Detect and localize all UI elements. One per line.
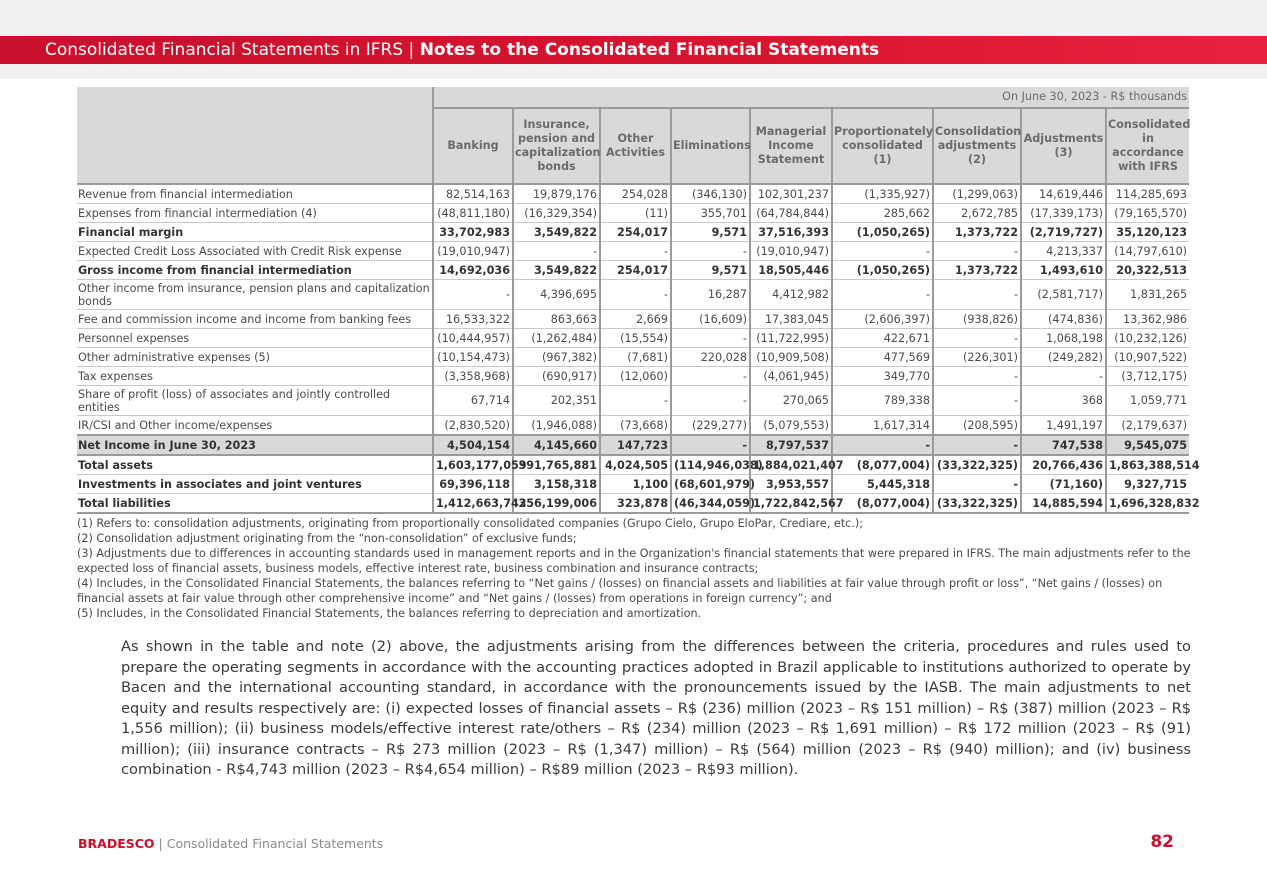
value-cell: (4,061,945): [750, 367, 832, 386]
value-cell: (19,010,947): [433, 242, 513, 261]
column-header: Consolidated in accordance with IFRS: [1106, 108, 1189, 184]
value-cell: (46,344,059): [671, 494, 750, 514]
value-cell: (33,322,325): [933, 455, 1021, 475]
value-cell: 4,145,660: [513, 435, 600, 455]
value-cell: (229,277): [671, 416, 750, 436]
value-cell: 82,514,163: [433, 184, 513, 204]
value-cell: 3,953,557: [750, 475, 832, 494]
table-row: [77, 386, 1189, 416]
row-label: Other income from insurance, pension plans and capitalization bonds: [77, 280, 433, 310]
value-cell: (967,382): [513, 348, 600, 367]
value-cell: 1,100: [600, 475, 671, 494]
value-cell: (249,282): [1021, 348, 1106, 367]
value-cell: 35,120,123: [1106, 223, 1189, 242]
value-cell: 4,213,337: [1021, 242, 1106, 261]
column-header: Proportionately consolidated (1): [832, 108, 933, 184]
value-cell: 4,504,154: [433, 435, 513, 455]
value-cell: (64,784,844): [750, 204, 832, 223]
value-cell: 5,445,318: [832, 475, 933, 494]
value-cell: 20,766,436: [1021, 455, 1106, 475]
value-cell: 20,322,513: [1106, 261, 1189, 280]
value-cell: -: [513, 242, 600, 261]
footer-text: Consolidated Financial Statements: [166, 836, 384, 851]
value-cell: -: [1021, 367, 1106, 386]
value-cell: (938,826): [933, 310, 1021, 329]
value-cell: 14,885,594: [1021, 494, 1106, 514]
value-cell: (114,946,038): [671, 455, 750, 475]
value-cell: -: [671, 242, 750, 261]
value-cell: 1,831,265: [1106, 280, 1189, 310]
value-cell: (1,946,088): [513, 416, 600, 436]
row-label: Revenue from financial intermediation: [77, 184, 433, 204]
value-cell: (14,797,610): [1106, 242, 1189, 261]
segment-table-container: [77, 87, 1200, 514]
value-cell: 1,722,842,567: [750, 494, 832, 514]
value-cell: 16,533,322: [433, 310, 513, 329]
value-cell: (73,668): [600, 416, 671, 436]
value-cell: (10,444,957): [433, 329, 513, 348]
value-cell: (5,079,553): [750, 416, 832, 436]
value-cell: 14,619,446: [1021, 184, 1106, 204]
value-cell: 1,863,388,514: [1106, 455, 1189, 475]
value-cell: 4,396,695: [513, 280, 600, 310]
value-cell: 13,362,986: [1106, 310, 1189, 329]
value-cell: -: [671, 329, 750, 348]
value-cell: -: [933, 367, 1021, 386]
value-cell: 1,696,328,832: [1106, 494, 1189, 514]
value-cell: 9,327,715: [1106, 475, 1189, 494]
value-cell: (15,554): [600, 329, 671, 348]
value-cell: 254,017: [600, 223, 671, 242]
value-cell: (208,595): [933, 416, 1021, 436]
sub-band: [0, 64, 1267, 79]
value-cell: 747,538: [1021, 435, 1106, 455]
value-cell: 220,028: [671, 348, 750, 367]
value-cell: (2,719,727): [1021, 223, 1106, 242]
value-cell: 349,770: [832, 367, 933, 386]
value-cell: (690,917): [513, 367, 600, 386]
table-row: [77, 310, 1189, 329]
value-cell: -: [832, 435, 933, 455]
value-cell: 391,765,881: [513, 455, 600, 475]
value-cell: -: [600, 242, 671, 261]
value-cell: (10,154,473): [433, 348, 513, 367]
page-header: [0, 36, 1267, 64]
table-row: [77, 416, 1189, 436]
value-cell: -: [671, 367, 750, 386]
value-cell: 422,671: [832, 329, 933, 348]
value-cell: 863,663: [513, 310, 600, 329]
page-number: 82: [1150, 832, 1174, 852]
value-cell: -: [832, 242, 933, 261]
value-cell: 69,396,118: [433, 475, 513, 494]
value-cell: 254,028: [600, 184, 671, 204]
value-cell: (1,050,265): [832, 223, 933, 242]
row-label: Investments in associates and joint ventures: [77, 475, 433, 494]
value-cell: -: [933, 329, 1021, 348]
table-row: [77, 475, 1189, 494]
value-cell: 285,662: [832, 204, 933, 223]
value-cell: 16,287: [671, 280, 750, 310]
value-cell: (3,358,968): [433, 367, 513, 386]
footnote: (4) Includes, in the Consolidated Financial Statements, the balances referring to “Net gains / (losses) on financial assets and liabilities at fair value through profit or loss”, “Net gains / (losses) on financial assets at fair value through other comprehensive income” and “Net gains / (losses) from operations in foreign currency”; and: [77, 577, 1163, 605]
value-cell: -: [933, 242, 1021, 261]
table-row: [77, 435, 1189, 455]
value-cell: 147,723: [600, 435, 671, 455]
table-row: [77, 204, 1189, 223]
value-cell: (10,909,508): [750, 348, 832, 367]
value-cell: 368: [1021, 386, 1106, 416]
value-cell: (1,299,063): [933, 184, 1021, 204]
value-cell: 1,617,314: [832, 416, 933, 436]
row-label: Financial margin: [77, 223, 433, 242]
table-row: [77, 494, 1189, 514]
value-cell: -: [933, 386, 1021, 416]
value-cell: -: [933, 280, 1021, 310]
value-cell: (10,907,522): [1106, 348, 1189, 367]
value-cell: 14,692,036: [433, 261, 513, 280]
row-label: Personnel expenses: [77, 329, 433, 348]
value-cell: 2,672,785: [933, 204, 1021, 223]
value-cell: 1,884,021,407: [750, 455, 832, 475]
value-cell: 3,158,318: [513, 475, 600, 494]
value-cell: (7,681): [600, 348, 671, 367]
value-cell: 9,545,075: [1106, 435, 1189, 455]
value-cell: (1,050,265): [832, 261, 933, 280]
value-cell: (71,160): [1021, 475, 1106, 494]
value-cell: (48,811,180): [433, 204, 513, 223]
column-header: Banking: [433, 108, 513, 184]
footnotes: [77, 516, 1191, 621]
value-cell: (68,601,979): [671, 475, 750, 494]
row-label: Fee and commission income and income from banking fees: [77, 310, 433, 329]
header-blank-cell: [77, 87, 433, 184]
value-cell: 17,383,045: [750, 310, 832, 329]
value-cell: (79,165,570): [1106, 204, 1189, 223]
value-cell: 254,017: [600, 261, 671, 280]
row-label: Tax expenses: [77, 367, 433, 386]
table-row: [77, 367, 1189, 386]
value-cell: -: [933, 475, 1021, 494]
value-cell: (2,830,520): [433, 416, 513, 436]
footnote: (5) Includes, in the Consolidated Financial Statements, the balances referring to depreciation and amortization.: [77, 607, 702, 620]
column-header: Other Activities: [600, 108, 671, 184]
footnote: (3) Adjustments due to differences in accounting standards used in management reports and in the Organization's financial statements that were prepared in IFRS. The main adjustments refer to the expected loss of financial assets, business models, effective interest rate, business combination and insurance contracts;: [77, 547, 1191, 575]
segment-table: [77, 87, 1200, 514]
row-label: Net Income in June 30, 2023: [77, 435, 433, 455]
row-label: Total assets: [77, 455, 433, 475]
column-header: Adjustments (3): [1021, 108, 1106, 184]
value-cell: 1,373,722: [933, 223, 1021, 242]
value-cell: -: [600, 280, 671, 310]
table-row: [77, 329, 1189, 348]
value-cell: 4,412,982: [750, 280, 832, 310]
header-section: Consolidated Financial Statements in IFRS: [45, 40, 404, 60]
value-cell: (33,322,325): [933, 494, 1021, 514]
page-footer: [78, 836, 383, 851]
value-cell: 1,491,197: [1021, 416, 1106, 436]
value-cell: 3,549,822: [513, 261, 600, 280]
table-row: [77, 455, 1189, 475]
value-cell: -: [671, 386, 750, 416]
footnote: (1) Refers to: consolidation adjustments, originating from proportionally consolidated companies (Grupo Cielo, Grupo EloPar, Crediare, etc.);: [77, 517, 864, 530]
top-band: [0, 0, 1267, 36]
value-cell: 1,373,722: [933, 261, 1021, 280]
row-label: IR/CSI and Other income/expenses: [77, 416, 433, 436]
unit-label: On June 30, 2023 - R$ thousands: [433, 87, 1189, 108]
value-cell: (11): [600, 204, 671, 223]
value-cell: 18,505,446: [750, 261, 832, 280]
value-cell: (346,130): [671, 184, 750, 204]
value-cell: 1,412,663,742: [433, 494, 513, 514]
row-label: Gross income from financial intermediation: [77, 261, 433, 280]
value-cell: (12,060): [600, 367, 671, 386]
value-cell: 102,301,237: [750, 184, 832, 204]
value-cell: (3,712,175): [1106, 367, 1189, 386]
value-cell: 2,669: [600, 310, 671, 329]
value-cell: (11,722,995): [750, 329, 832, 348]
value-cell: 356,199,006: [513, 494, 600, 514]
value-cell: 4,024,505: [600, 455, 671, 475]
table-row: [77, 184, 1189, 204]
body-paragraph: As shown in the table and note (2) above, the adjustments arising from the differences between the criteria, procedures and rules used to prepare the operating segments in accordance with the accounting practices adopted in Brazil applicable to institutions authorized to operate by Bacen and the international accounting standard, in accordance with the pronouncements issued by the IASB. The main adjustments to net equity and results respectively are: (i) expected losses of financial assets – R$ (236) million (2023 – R$ 151 million) – R$ (387) million (2023 – R$ 1,556 million); (ii) business models/effective interest rate/others – R$ (234) million (2023 – R$ 1,691 million) – R$ 172 million (2023 – R$ (91) million); (iii) insurance contracts – R$ 273 million (2023 – R$ (1,347) million) – R$ (564) million (2023 – R$ (940) million); and (iv) business combination - R$4,743 million (2023 – R$4,654 million) – R$89 million (2023 – R$93 million).: [121, 638, 1191, 778]
value-cell: 477,569: [832, 348, 933, 367]
table-body: [77, 184, 1200, 513]
column-header: Managerial Income Statement: [750, 108, 832, 184]
row-label: Share of profit (loss) of associates and jointly controlled entities: [77, 386, 433, 416]
row-label: Expected Credit Loss Associated with Credit Risk expense: [77, 242, 433, 261]
value-cell: (2,179,637): [1106, 416, 1189, 436]
table-row: [77, 280, 1189, 310]
value-cell: -: [933, 435, 1021, 455]
value-cell: (17,339,173): [1021, 204, 1106, 223]
table-row: [77, 242, 1189, 261]
value-cell: (2,606,397): [832, 310, 933, 329]
table-row: [77, 261, 1189, 280]
value-cell: 37,516,393: [750, 223, 832, 242]
value-cell: (2,581,717): [1021, 280, 1106, 310]
value-cell: 202,351: [513, 386, 600, 416]
header-separator: |: [403, 40, 420, 60]
value-cell: (474,836): [1021, 310, 1106, 329]
value-cell: 1,603,177,059: [433, 455, 513, 475]
value-cell: 1,059,771: [1106, 386, 1189, 416]
value-cell: 114,285,693: [1106, 184, 1189, 204]
column-header: Eliminations: [671, 108, 750, 184]
footer-brand: BRADESCO: [78, 836, 155, 851]
value-cell: 33,702,983: [433, 223, 513, 242]
footer-separator: |: [154, 836, 167, 851]
value-cell: (8,077,004): [832, 494, 933, 514]
row-label: Expenses from financial intermediation (4): [77, 204, 433, 223]
value-cell: 789,338: [832, 386, 933, 416]
value-cell: (16,329,354): [513, 204, 600, 223]
column-header: Insurance, pension and capitalization bonds: [513, 108, 600, 184]
row-label: Total liabilities: [77, 494, 433, 514]
value-cell: 9,571: [671, 261, 750, 280]
value-cell: 67,714: [433, 386, 513, 416]
value-cell: 355,701: [671, 204, 750, 223]
value-cell: 323,878: [600, 494, 671, 514]
header-title: Notes to the Consolidated Financial Statements: [419, 40, 880, 60]
value-cell: -: [832, 280, 933, 310]
value-cell: (8,077,004): [832, 455, 933, 475]
value-cell: (1,335,927): [832, 184, 933, 204]
value-cell: (10,232,126): [1106, 329, 1189, 348]
value-cell: 9,571: [671, 223, 750, 242]
value-cell: -: [600, 386, 671, 416]
value-cell: -: [671, 435, 750, 455]
row-label: Other administrative expenses (5): [77, 348, 433, 367]
value-cell: (226,301): [933, 348, 1021, 367]
table-row: [77, 223, 1189, 242]
value-cell: 1,068,198: [1021, 329, 1106, 348]
value-cell: 19,879,176: [513, 184, 600, 204]
value-cell: 1,493,610: [1021, 261, 1106, 280]
table-row: [77, 348, 1189, 367]
value-cell: (16,609): [671, 310, 750, 329]
value-cell: (1,262,484): [513, 329, 600, 348]
value-cell: 270,065: [750, 386, 832, 416]
value-cell: 3,549,822: [513, 223, 600, 242]
value-cell: 8,797,537: [750, 435, 832, 455]
value-cell: -: [433, 280, 513, 310]
value-cell: (19,010,947): [750, 242, 832, 261]
footnote: (2) Consolidation adjustment originating from the “non-consolidation” of exclusive funds;: [77, 532, 577, 545]
column-header: Consolidation adjustments (2): [933, 108, 1021, 184]
